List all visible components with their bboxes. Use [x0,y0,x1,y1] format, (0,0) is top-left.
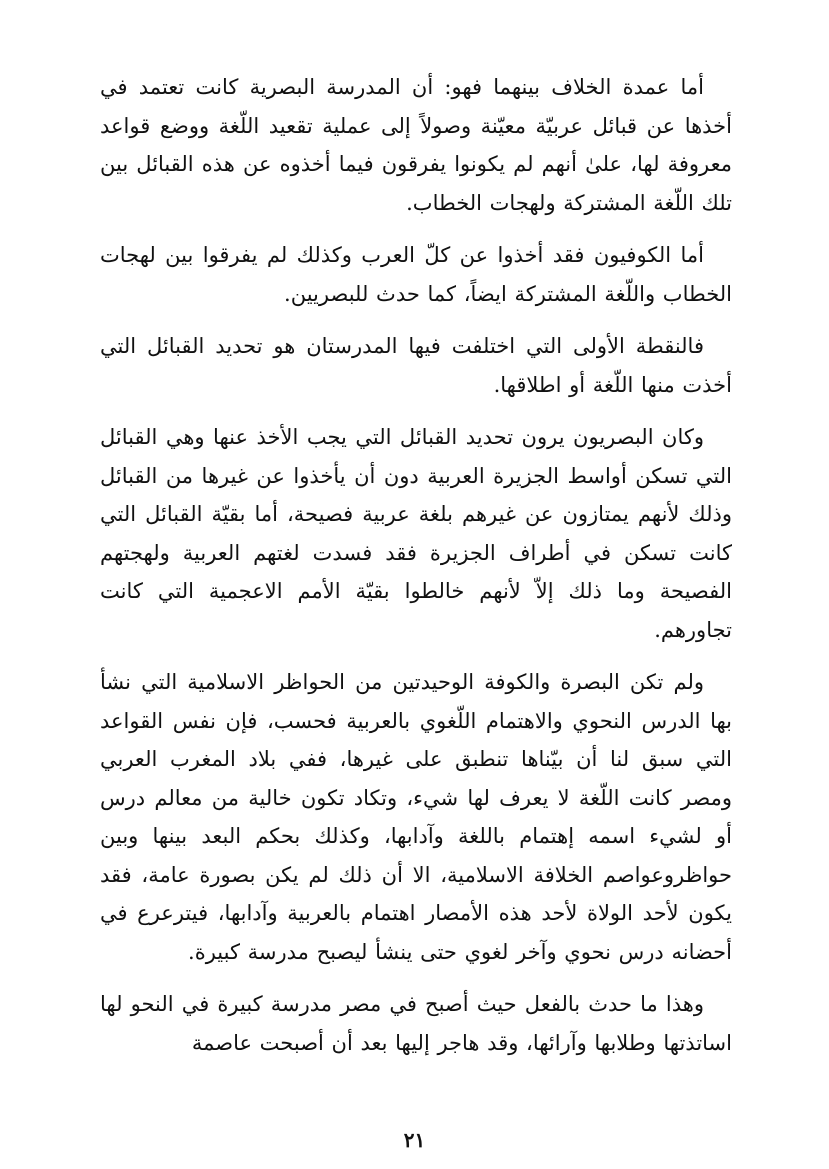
paragraph-6: وهذا ما حدث بالفعل حيث أصبح في مصر مدرسة كبيرة في النحو لها اساتذتها وطلابها وآرائها، وقد هاجر إليها بعد أن أصبحت عاصمة [100,992,732,1055]
paragraph-3: فالنقطة الأولى التي اختلفت فيها المدرستان هو تحديد القبائل التي أخذت منها اللّغة أو اطلاقها. [100,334,732,397]
page-number: ٢١ [403,1128,426,1152]
page-body [100,68,732,1076]
paragraph-5: ولم تكن البصرة والكوفة الوحيدتين من الحواظر الاسلامية التي نشأ بها الدرس النحوي والاهتمام اللّغوي بالعربية فحسب، فإن نفس القواعد التي سبق لنا أن بيّناها تنطبق على غيرها، ففي بلاد المغرب العربي ومصر كانت اللّغة لا يعرف لها شيء، وتكاد تكون خالية من معالم درس أو لشيء اسمه إهتمام باللغة وآدابها، وكذلك بحكم البعد بينها وبين حواظروعواصم الخلافة الاسلامية، الا أن ذلك لم يكن بصورة عامة، فقد يكون لأحد الولاة لأحد هذه الأمصار اهتمام بالعربية وآدابها، فيترعرع في أحضانه درس نحوي وآخر لغوي حتى ينشأ ليصبح مدرسة كبيرة. [100,670,732,964]
paragraph-4: وكان البصريون يرون تحديد القبائل التي يجب الأخذ عنها وهي القبائل التي تسكن أواسط الجزيرة العربية دون أن يأخذوا عن غيرها من القبائل وذلك لأنهم يمتازون عن غيرهم بلغة عربية فصيحة، أما بقيّة القبائل التي كانت تسكن في أطراف الجزيرة فقد فسدت لغتهم العربية ولهجتهم الفصيحة وما ذلك إلاّ لأنهم خالطوا بقيّة الأمم الاعجمية التي كانت تجاورهم. [100,425,732,642]
paragraph-2: أما الكوفيون فقد أخذوا عن كلّ العرب وكذلك لم يفرقوا بين لهجات الخطاب واللّغة المشتركة ايضاً، كما حدث للبصريين. [100,243,732,306]
paragraph-1: أما عمدة الخلاف بينهما فهو: أن المدرسة البصرية كانت تعتمد في أخذها عن قبائل عربيّة معيّنة وصولاً إلى عملية تقعيد اللّغة ووضع قواعد معروفة لها، علىٰ أنهم لم يكونوا يفرقون فيما أخذوه عن هذه القبائل بين تلك اللّغة المشتركة ولهجات الخطاب. [100,75,732,215]
